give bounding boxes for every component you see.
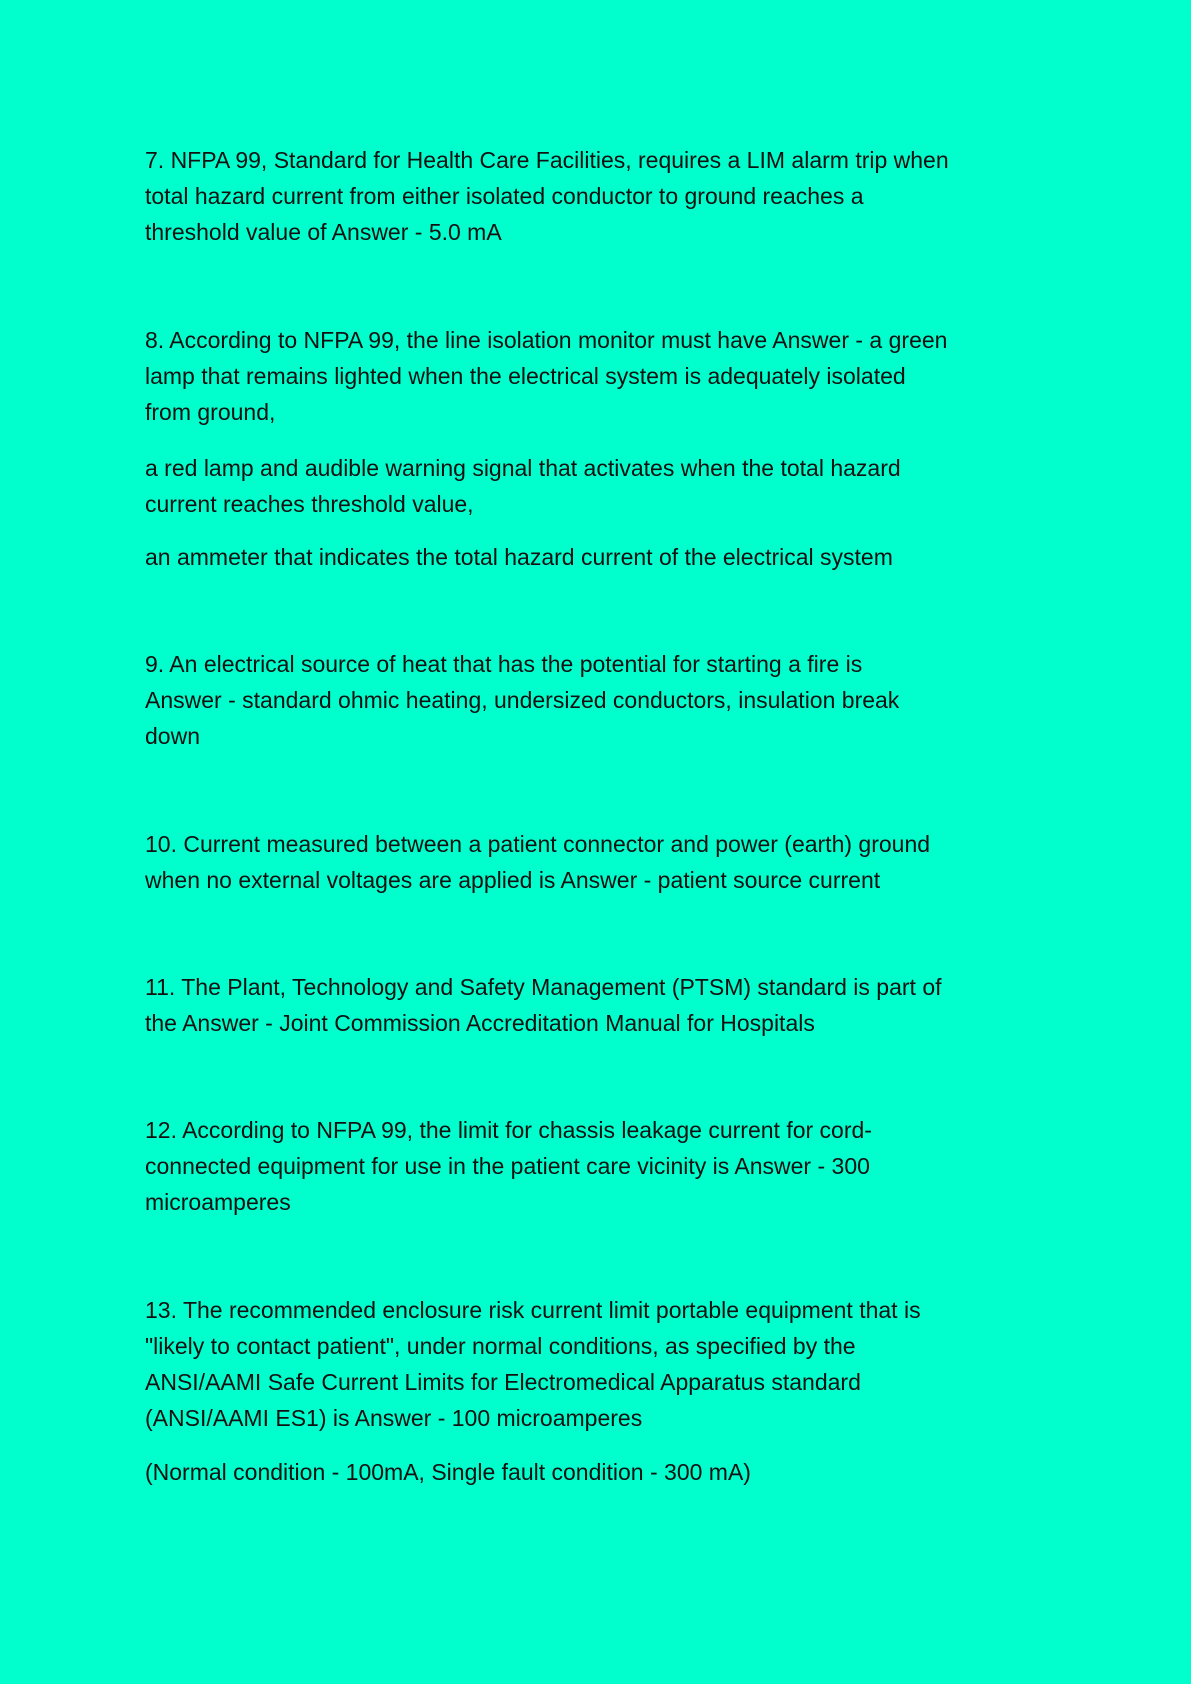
question-8: 8. According to NFPA 99, the line isolation monitor must have Answer - a green lamp that remains lighted when the electrical system is adequately isolated from ground, (145, 327, 948, 425)
question-11: 11. The Plant, Technology and Safety Management (PTSM) standard is part of the Answer - Joint Commission Accreditation Manual for Hospitals (145, 974, 942, 1036)
question-13: 13. The recommended enclosure risk current limit portable equipment that is "likely to contact patient", under normal conditions, as specified by the ANSI/AAMI Safe Current Limits for Electromedical Apparatus standard (ANSI/AAMI ES1) is Answer - 100 microamperes (145, 1297, 921, 1431)
question-10: 10. Current measured between a patient connector and power (earth) ground when no external voltages are applied is Answer - patient source current (145, 831, 931, 893)
question-13-note: (Normal condition - 100mA, Single fault condition - 300 mA) (145, 1459, 751, 1485)
question-8-continuation-red-lamp: a red lamp and audible warning signal that activates when the total hazard current reaches threshold value, (145, 455, 901, 517)
question-8-continuation-ammeter: an ammeter that indicates the total hazard current of the electrical system (145, 544, 893, 570)
question-12: 12. According to NFPA 99, the limit for chassis leakage current for cord- connected equipment for use in the patient care vicinity is Answer - 300 microamperes (145, 1117, 872, 1215)
question-7: 7. NFPA 99, Standard for Health Care Facilities, requires a LIM alarm trip when total hazard current from either isolated conductor to ground reaches a threshold value of Answer - 5.0 mA (145, 147, 949, 245)
question-9: 9. An electrical source of heat that has the potential for starting a fire is Answer - standard ohmic heating, undersized conductors, insulation break down (145, 651, 900, 749)
